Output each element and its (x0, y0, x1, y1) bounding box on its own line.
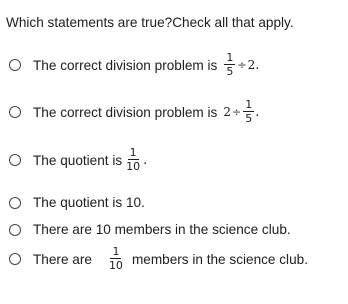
option-6[interactable] (9, 246, 308, 272)
option-2[interactable] (9, 99, 259, 125)
fraction (124, 147, 142, 173)
radio-button[interactable] (9, 154, 21, 166)
option-4[interactable] (9, 195, 145, 210)
fraction (107, 246, 125, 272)
fraction-numerator: 1 (112, 245, 120, 258)
division-expression (223, 99, 259, 125)
fraction-denominator: 10 (126, 160, 141, 173)
fraction (224, 52, 235, 78)
option-text: The correct division problem is (33, 57, 218, 73)
radio-button[interactable] (9, 59, 21, 71)
option-text: The correct division problem is (33, 104, 218, 120)
option-text: The quotient is (33, 152, 123, 168)
radio-button[interactable] (9, 106, 21, 118)
division-operator: ÷ (231, 105, 242, 119)
option-1[interactable] (9, 52, 259, 78)
members-fraction (106, 246, 126, 272)
divisor: 2 (247, 58, 256, 72)
option-text-after: members in the science club. (131, 251, 308, 267)
option-label (33, 246, 308, 272)
fraction-denominator: 5 (226, 65, 234, 78)
option-label (33, 147, 147, 173)
period: . (143, 152, 148, 168)
radio-button[interactable] (9, 253, 21, 265)
quotient-expression (123, 147, 147, 173)
fraction-numerator: 1 (245, 98, 253, 111)
option-text: There are (33, 251, 92, 267)
fraction (243, 99, 254, 125)
division-operator: ÷ (237, 58, 247, 72)
fraction-denominator: 5 (245, 112, 253, 125)
option-3[interactable] (9, 147, 147, 173)
dividend: 2 (223, 105, 231, 119)
fraction-numerator: 1 (226, 51, 234, 64)
radio-button[interactable] (9, 224, 21, 236)
radio-button[interactable] (9, 197, 21, 209)
option-5[interactable] (9, 222, 291, 237)
division-expression (223, 52, 259, 78)
period: . (255, 57, 260, 73)
option-label (33, 52, 259, 78)
option-text: The quotient is 10. (33, 195, 145, 210)
fraction-numerator: 1 (129, 146, 137, 159)
period: . (255, 104, 260, 120)
option-text: There are 10 members in the science club. (33, 222, 291, 237)
option-label (33, 99, 259, 125)
question-prompt: Which statements are true?Check all that apply. (6, 15, 294, 30)
fraction-denominator: 10 (108, 259, 123, 272)
